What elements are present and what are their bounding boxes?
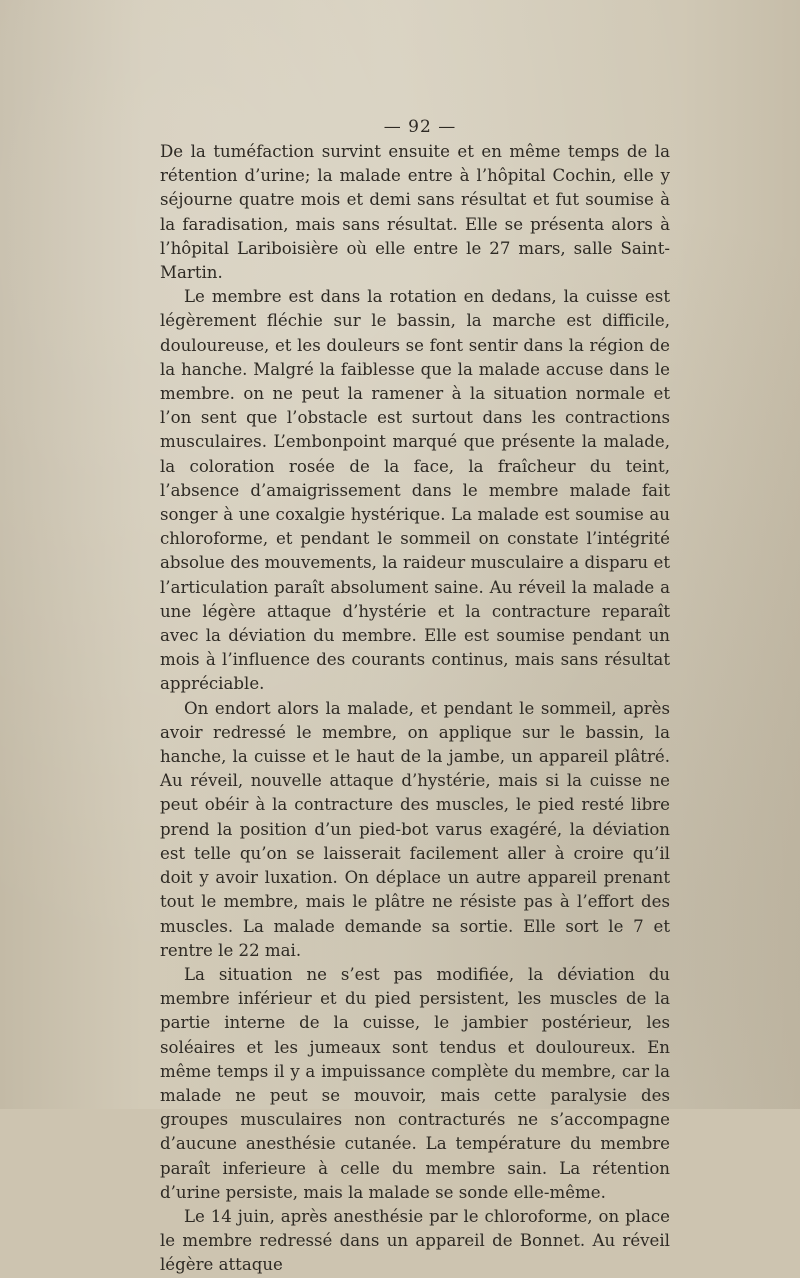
paragraph-1: De la tuméfaction survint ensuite et en même temps de la rétention d’urine; la malade entre à l’hôpital Cochin, elle y séjourne quatre mois et demi sans résultat et fut soumise à la faradisation, mais sans résultat. Elle se présenta alors à l’hôpital Lariboisière où elle entre le 27 mars, salle Saint-Martin. (160, 142, 670, 283)
paragraph-3: On endort alors la malade, et pendant le sommeil, après avoir redressé le membre, on applique sur le bassin, la hanche, la cuisse et le haut de la jambe, un appareil plâtré. Au réveil, nouvelle attaque d’hystérie, mais si la cuisse ne peut obéir à la contracture des muscles, le pied resté libre prend la position d’un pied-bot varus exagéré, la déviation est telle qu’on se laisserait facilement aller à croire qu’il doit y avoir luxation. On déplace un autre appareil prenant tout le membre, mais le plâtre ne résiste pas à l’effort des muscles. La malade demande sa sortie. Elle sort le 7 et rentre le 22 mai. (160, 698, 670, 960)
body-text (160, 140, 670, 1278)
page-number: — 92 — (383, 117, 457, 137)
paragraph-2: Le membre est dans la rotation en dedans, la cuisse est légèrement fléchie sur le bassin, la marche est difficile, douloureuse, et les douleurs se font sentir dans la région de la hanche. Malgré la faiblesse que la malade accuse dans le membre. on ne peut la ramener à la situation normale et l’on sent que l’obstacle est surtout dans les contractions musculaires. L’embonpoint marqué que présente la malade, la coloration rosée de la face, la fraîcheur du teint, l’absence d’amaigrissement dans le membre malade fait songer à une coxalgie hystérique. La malade est soumise au chloroforme, et pendant le sommeil on constate l’intégrité absolue des mouvements, la raideur musculaire a disparu et l’articulation paraît absolument saine. Au réveil la malade a une légère attaque d’hystérie et la contracture reparaît avec la déviation du membre. Elle est soumise pendant un mois à l’influence des courants continus, mais sans résultat appréciable. (160, 287, 670, 694)
paragraph-5: Le 14 juin, après anesthésie par le chloroforme, on place le membre redressé dans un appareil de Bonnet. Au réveil légère attaque (160, 1206, 670, 1275)
paragraph-4: La situation ne s’est pas modifiée, la déviation du membre inférieur et du pied persistent, les muscles de la partie interne de la cuisse, le jambier postérieur, les soléaires et les jumeaux sont tendus et douloureux. En même temps il y a impuissance complète du membre, car la malade ne peut se mouvoir, mais cette paralysie des groupes musculaires non contracturés ne s’accompagne d’aucune anesthésie cutanée. La température du membre paraît inferieure à celle du membre sain. La rétention d’urine persiste, mais la malade se sonde elle-même. (160, 964, 670, 1202)
